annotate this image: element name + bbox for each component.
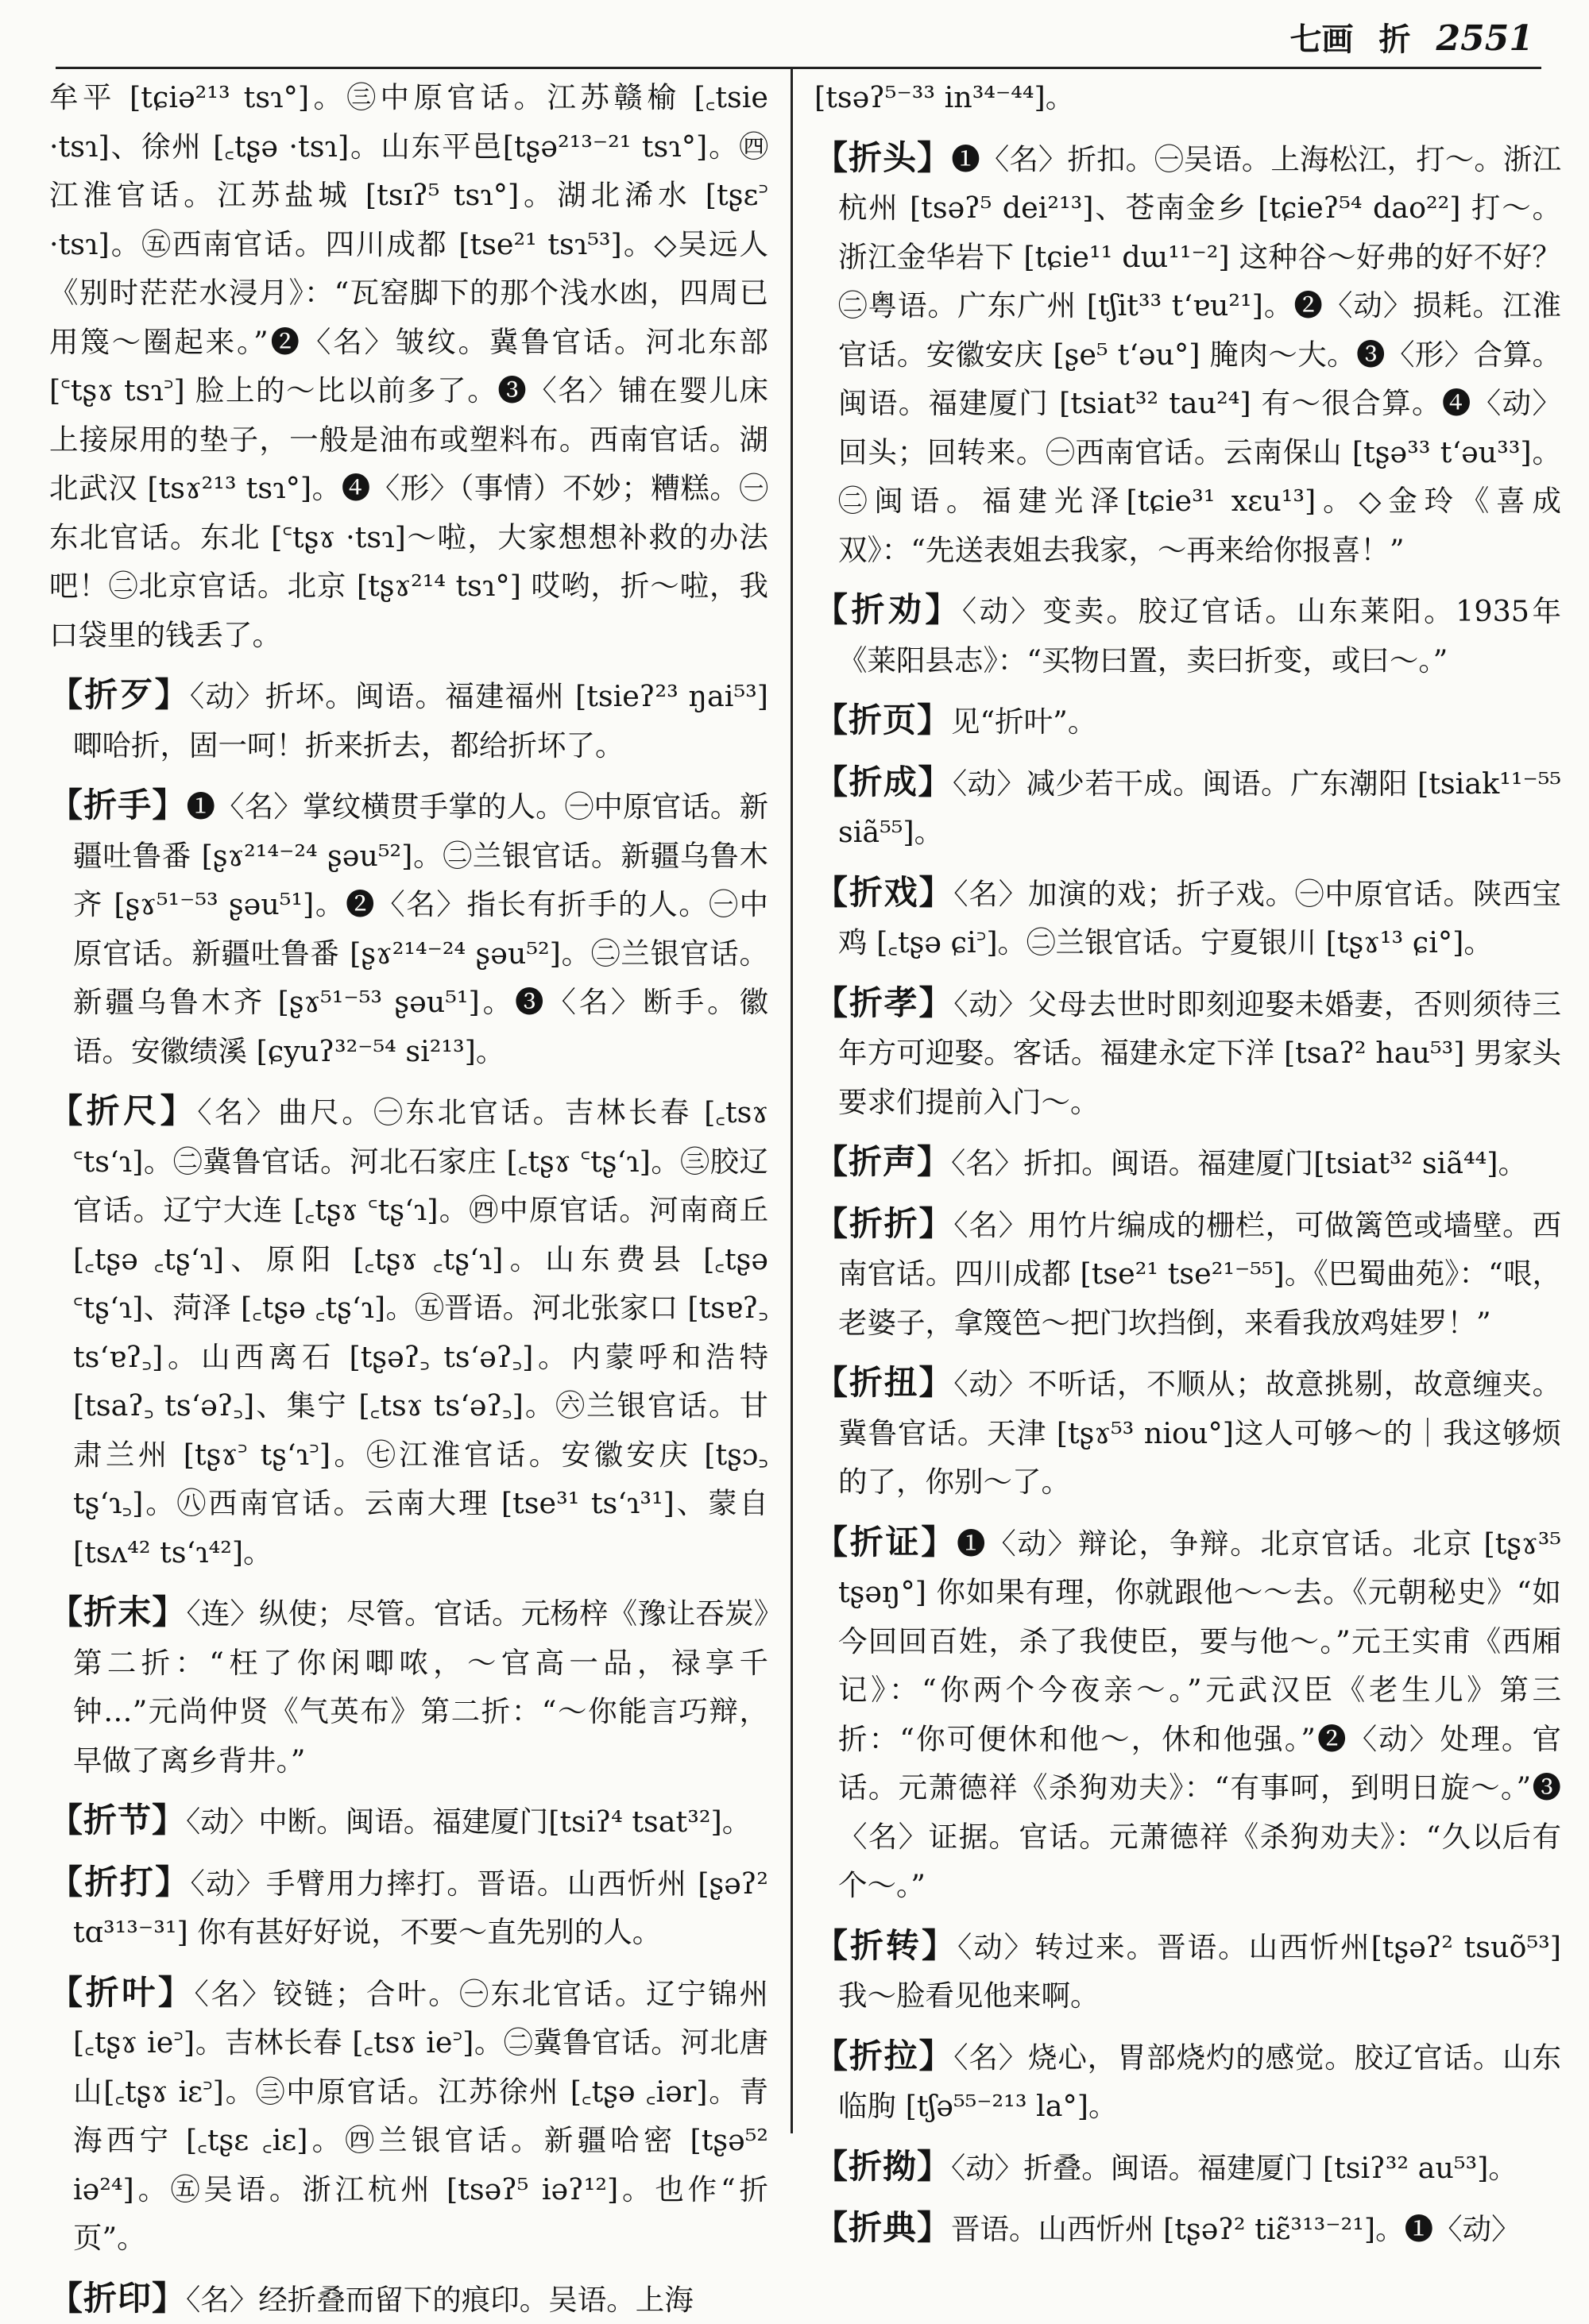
dictionary-entry [814, 1358, 1561, 1507]
entry-headword: 【折节】 [49, 1801, 186, 1840]
entry-headword: 【折手】 [49, 786, 187, 824]
entry-body: ❶〈名〉掌纹横贯手掌的人。㊀中原官话。新疆吐鲁番 [ʂɤ²¹⁴⁻²⁴ ʂəu⁵²]。㊁兰银官话。新疆乌鲁木齐 [ʂɤ⁵¹⁻⁵³ ʂəu⁵¹]。❷〈名〉指长有折手的人。㊀中原官话。新疆吐鲁番 [ʂɤ²¹⁴⁻²⁴ ʂəu⁵²]。㊁兰银官话。新疆乌鲁木齐 [ʂɤ⁵¹⁻⁵³ ʂəu⁵¹]。❸〈名〉断手。徽语。安徽绩溪 [ɕyuʔ³²⁻⁵⁴ si²¹³]。 [73, 789, 768, 1068]
column-divider [791, 67, 793, 2133]
header-character: 折 [1379, 14, 1411, 60]
entry-headword: 【折典】 [814, 2208, 951, 2247]
entry-body: 〈动〉不听话，不顺从；故意挑剔，故意缠夹。冀鲁官话。天津 [tʂɤ⁵³ niou°]这人可够～的｜我这够烦的了，你别～了。 [838, 1367, 1561, 1499]
section-label: 七画 [1290, 14, 1354, 60]
left-column [49, 73, 768, 2133]
entry-headword: 【折成】 [814, 762, 953, 801]
entry-body: ❶〈动〉辩论，争辩。北京官话。北京 [tʂɤ³⁵ tʂəŋ°] 你如果有理，你就跟他～～去。《元朝秘史》“如今回回百姓，杀了我使臣，要与他～。”元王实甫《西厢记》：“你两个今夜亲～。”元武汉臣《老生儿》第三折：“你可便休和他～，休和他强。”❷〈动〉处理。官话。元萧德祥《杀狗劝夫》：“有事呵，到明日旋～。”❸〈名〉证据。官话。元萧德祥《杀狗劝夫》：“久以后有个～。” [838, 1527, 1561, 1903]
entry-headword: 【折叶】 [49, 1973, 195, 2012]
dictionary-entry [49, 2274, 768, 2324]
dictionary-entry [49, 1968, 768, 2263]
dictionary-entry [49, 1796, 768, 1847]
dictionary-entry [814, 758, 1561, 857]
entry-continuation: [tsəʔ⁵⁻³³ in³⁴⁻⁴⁴]。 [814, 73, 1561, 122]
dictionary-entry [814, 1137, 1561, 1188]
entry-body: 〈名〉铰链；合叶。㊀东北官话。辽宁锦州[꜀tʂɤ ie꜄]。吉林长春 [꜀tsɤ ie꜄]。㊁冀鲁官话。河北唐山[꜀tʂɤ iɛ꜄]。㊂中原官话。江苏徐州 [꜀tʂə ꜀iər]。青海西宁 [꜀tʂɛ ꜀iɛ]。㊃兰银官话。新疆哈密 [tʂə⁵² iə²⁴]。㊄吴语。浙江杭州 [tsəʔ⁵ iəʔ¹²]。也作“折页”。 [73, 1977, 768, 2256]
entry-headword: 【折末】 [49, 1592, 187, 1631]
entry-headword: 【折尺】 [49, 1091, 197, 1130]
entry-body: 〈连〉纵使；尽管。官话。元杨梓《豫让吞炭》第二折：“枉了你闲唧哝，～官高一品，禄享千钟…”元尚仲贤《气英布》第二折：“～你能言巧辩，早做了离乡背井。” [73, 1596, 768, 1778]
entry-headword: 【折拗】 [814, 2147, 951, 2186]
header-rule [56, 67, 1541, 69]
dictionary-entry [814, 1199, 1561, 1348]
entry-headword: 【折戏】 [814, 873, 953, 912]
page-number: 2551 [1436, 18, 1533, 59]
entry-body: 〈名〉用竹片编成的栅栏，可做篱笆或墙壁。西南官话。四川成都 [tse²¹ tse²¹⁻⁵⁵]。《巴蜀曲苑》：“哏，老婆子，拿篾笆～把门坎挡倒，来看我放鸡娃罗！” [838, 1208, 1561, 1340]
entry-body: 晋语。山西忻州 [tʂəʔ² tiɛ̃³¹³⁻²¹]。❶〈动〉 [951, 2212, 1521, 2246]
entry-continuation: 牟平 [tɕiə²¹³ tsɿ°]。㊂中原官话。江苏赣榆 [꜀tsie ·tsɿ]、徐州 [꜀tʂə ·tsɿ]。山东平邑[tʂə²¹³⁻²¹ tsɿ°]。㊃江淮官话。江苏盐城 [tsɪʔ⁵ tsɿ°]。湖北浠水 [tʂɛ꜄ ·tsɿ]。㊄西南官话。四川成都 [tse²¹ tsɿ⁵³]。◇吴远人《别时茫茫水浸月》：“瓦窑脚下的那个浅水凼，四周已用篾～圈起来。”❷〈名〉皱纹。冀鲁官话。河北东部 [꜂tʂɤ tsɿ꜄] 脸上的～比以前多了。❸〈名〉铺在婴儿床上接尿用的垫子，一般是油布或塑料布。西南官话。湖北武汉 [tsɤ²¹³ tsɿ°]。❹〈形〉（事情）不妙；糟糕。㊀东北官话。东北 [꜂tʂɤ ·tsɿ]～啦，大家想想补救的办法吧！㊁北京官话。北京 [tʂɤ²¹⁴ tsɿ°] 哎哟，折～啦，我口袋里的钱丢了。 [49, 73, 768, 659]
entry-body: 〈名〉烧心，胃部烧灼的感觉。胶辽官话。山东临朐 [tʃə⁵⁵⁻²¹³ la°]。 [838, 2040, 1561, 2124]
dictionary-entry [814, 2203, 1561, 2254]
entry-headword: 【折转】 [814, 1926, 957, 1965]
entry-body: 〈动〉折坏。闽语。福建福州 [tsieʔ²³ ŋai⁵³] 唧哈折，固一呵！折来折去，都给折坏了。 [73, 679, 768, 762]
entry-headword: 【折劝】 [814, 590, 962, 629]
entry-headword: 【折页】 [814, 701, 951, 739]
dictionary-entry [814, 868, 1561, 967]
dictionary-entry [814, 696, 1561, 747]
entry-headword: 【折打】 [49, 1863, 191, 1901]
entry-body: 〈动〉中断。闽语。福建厦门[tsiʔ⁴ tsat³²]。 [186, 1805, 751, 1839]
dictionary-entry [814, 133, 1561, 575]
entry-body: 〈动〉父母去世时即刻迎娶未婚妻，否则须待三年方可迎娶。客话。福建永定下洋 [tsaʔ² hau⁵³] 男家头要求们提前入门～。 [838, 987, 1561, 1119]
dictionary-entry [814, 979, 1561, 1127]
dictionary-entry [814, 1518, 1561, 1910]
entry-body: 〈名〉加演的戏；折子戏。㊀中原官话。陕西宝鸡 [꜀tʂə ɕi꜄]。㊁兰银官话。宁夏银川 [tʂɤ¹³ ɕi°]。 [838, 877, 1561, 960]
entry-body: ❶〈名〉折扣。㊀吴语。上海松江，打～。浙江杭州 [tsəʔ⁵ dei²¹³]、苍南金乡 [tɕieʔ⁵⁴ dao²²] 打～。浙江金华岩下 [tɕie¹¹ dɯ¹¹⁻²] 这种谷～好弗的好不好？㊁粤语。广东广州 [tʃit³³ tʻɐu²¹]。❷〈动〉损耗。江淮官话。安徽安庆 [ʂe⁵ tʻəu°] 腌肉～大。❸〈形〉合算。闽语。福建厦门 [tsiat³² tau²⁴] 有～很合算。❹〈动〉回头；回转来。㊀西南官话。云南保山 [tʂə³³ tʻəu³³]。㊁闽语。福建光泽[tɕie³¹ xɛu¹³]。◇金玲《喜成双》：“先送表姐去我家，～再来给你报喜！” [838, 142, 1561, 567]
dictionary-entry [49, 670, 768, 770]
dictionary-entry [49, 1588, 768, 1785]
right-column [814, 73, 1561, 2133]
entry-body: 〈名〉经折叠而留下的痕印。吴语。上海 [186, 2283, 694, 2317]
entry-headword: 【折证】 [814, 1523, 957, 1562]
entry-body: 〈动〉转过来。晋语。山西忻州[tʂəʔ² tsuõ⁵³] 我～脸看见他来啊。 [838, 1930, 1561, 2013]
entry-headword: 【折扭】 [814, 1363, 953, 1402]
entry-headword: 【折声】 [814, 1142, 951, 1181]
entry-body: 〈动〉减少若干成。闽语。广东潮阳 [tsiak¹¹⁻⁵⁵ siã⁵⁵]。 [838, 766, 1561, 850]
dictionary-entry [814, 2142, 1561, 2193]
dictionary-entry [49, 781, 768, 1075]
entry-headword: 【折印】 [49, 2279, 186, 2318]
dictionary-entry [814, 585, 1561, 685]
entry-headword: 【折拉】 [814, 2036, 953, 2075]
entry-body: 〈动〉变卖。胶辽官话。山东莱阳。1935年《莱阳县志》：“买物曰置，卖曰折变，或曰～。” [838, 594, 1561, 678]
entry-headword: 【折孝】 [814, 983, 953, 1022]
dictionary-entry [814, 1921, 1561, 2021]
entry-body: 见“折叶”。 [951, 705, 1096, 739]
dictionary-entry [49, 1087, 768, 1577]
entry-body: 〈名〉折扣。闽语。福建厦门[tsiat³² siã⁴⁴]。 [951, 1146, 1527, 1180]
entry-headword: 【折头】 [814, 138, 951, 177]
entry-body: 〈动〉手臂用力摔打。晋语。山西忻州 [ʂəʔ² tɑ³¹³⁻³¹] 你有甚好好说，不要～直先别的人。 [73, 1867, 768, 1950]
dictionary-entry [814, 2032, 1561, 2131]
entry-headword: 【折折】 [814, 1204, 953, 1243]
entry-body: 〈名〉曲尺。㊀东北官话。吉林长春 [꜀tsɤ ꜂tsʻɿ]。㊁冀鲁官话。河北石家庄 [꜀tʂɤ ꜂tʂʻɿ]。㊂胶辽官话。辽宁大连 [꜀tʂɤ ꜂tʂʻɿ]。㊃中原官话。河南商丘 [꜀tʂə ꜀tʂʻɿ]、原阳 [꜀tʂɤ ꜀tʂʻɿ]。山东费县 [꜀tʂə ꜂tʂʻɿ]、菏泽 [꜀tʂə ꜀tʂʻɿ]。㊄晋语。河北张家口 [tsɐʔ꜆ tsʻɐʔ꜆]。山西离石 [tʂəʔ꜆ tsʻəʔ꜆]。内蒙呼和浩特[tsaʔ꜆ tsʻəʔ꜆]、集宁 [꜀tsɤ tsʻəʔ꜆]。㊅兰银官话。甘肃兰州 [tʂɤ꜄ tʂʻɿ꜄]。㊆江淮官话。安徽安庆 [tʂɔ꜆ tʂʻɿ꜆]。㊇西南官话。云南大理 [tse³¹ tsʻɿ³¹]、蒙自 [tsʌ⁴² tsʻɿ⁴²]。 [73, 1095, 768, 1569]
entry-body: 〈动〉折叠。闽语。福建厦门 [tsiʔ³² au⁵³]。 [951, 2151, 1517, 2185]
running-header [1290, 14, 1533, 62]
entry-headword: 【折歹】 [49, 675, 190, 714]
dictionary-entry [49, 1858, 768, 1957]
